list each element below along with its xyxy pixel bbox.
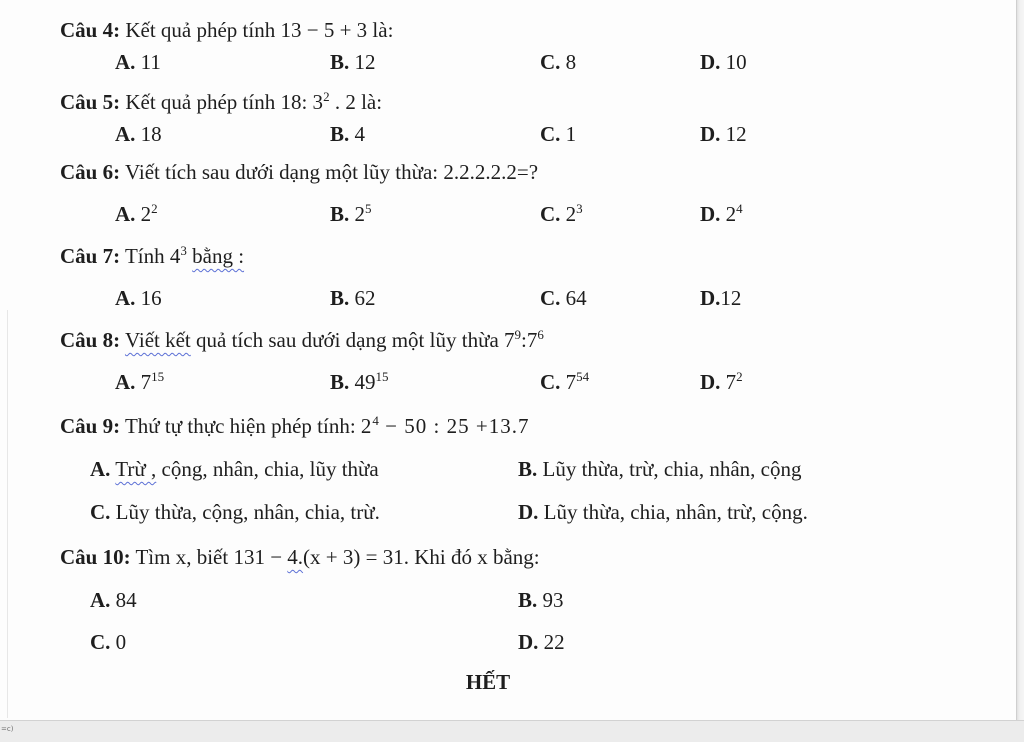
option-value: $49^{15}$	[349, 369, 389, 394]
option-label: D.	[518, 630, 539, 654]
option-d	[700, 368, 986, 396]
option-label: C.	[540, 202, 561, 226]
question-label: Câu 5:	[60, 90, 121, 114]
option-a	[90, 586, 518, 614]
option-value: Trừ , cộng, nhân, chia, lũy thừa	[115, 457, 379, 481]
option-a	[115, 284, 330, 312]
option-value: 12	[720, 122, 747, 146]
option-b	[330, 284, 540, 312]
question-7-header	[60, 242, 986, 270]
option-label: D.	[700, 286, 721, 310]
question-8-options	[115, 368, 986, 396]
question-6	[60, 158, 986, 228]
option-label: B.	[330, 202, 350, 226]
option-value: $7^2$	[720, 369, 743, 394]
option-label: D.	[700, 202, 721, 226]
question-5-header	[60, 88, 986, 116]
option-value: $7^{54}$	[560, 369, 590, 394]
option-label: C.	[540, 50, 561, 74]
option-value: 93	[537, 588, 564, 612]
option-label: A.	[115, 370, 136, 394]
option-value: 0	[110, 630, 127, 654]
option-label: A.	[115, 286, 136, 310]
question-6-header	[60, 158, 986, 186]
question-8-header	[60, 326, 986, 354]
option-label: B.	[330, 370, 350, 394]
option-a	[115, 200, 330, 228]
option-value: 84	[110, 588, 137, 612]
scrollbar[interactable]	[1016, 0, 1024, 721]
option-label: C.	[540, 122, 561, 146]
option-label: D.	[700, 370, 721, 394]
option-value: Lũy thừa, trừ, chia, nhân, cộng	[537, 457, 802, 481]
option-value: $2^5$	[349, 201, 372, 226]
option-d	[700, 120, 986, 148]
option-value: 18	[135, 122, 162, 146]
option-label: B.	[518, 588, 538, 612]
question-5	[60, 88, 986, 148]
question-4	[60, 16, 986, 76]
question-4-header	[60, 16, 986, 44]
question-text: Kết quả phép tính 13 − 5 + 3 là:	[120, 18, 394, 42]
question-10	[60, 543, 986, 656]
option-c	[540, 368, 700, 396]
question-7	[60, 242, 986, 312]
question-text: Tìm x, biết 131 − 4.(x + 3) = 31. Khi đó x bằng:	[130, 545, 540, 569]
question-5-options	[115, 120, 986, 148]
question-9-header	[60, 412, 986, 440]
option-c	[540, 284, 700, 312]
question-text: Thứ tự thực hiện phép tính: $2^4 - 50$ : 25 +13.7	[120, 413, 530, 438]
option-b	[518, 586, 986, 614]
option-value: 4	[349, 122, 366, 146]
question-9	[60, 412, 986, 526]
question-label: Câu 7:	[60, 244, 121, 268]
question-7-options	[115, 284, 986, 312]
question-6-options	[115, 200, 986, 228]
option-value: 8	[560, 50, 577, 74]
question-label: Câu 9:	[60, 414, 121, 438]
option-b	[330, 120, 540, 148]
option-value: 64	[560, 286, 587, 310]
option-c	[540, 120, 700, 148]
option-a	[115, 120, 330, 148]
option-label: B.	[330, 122, 350, 146]
option-d	[518, 498, 986, 526]
option-b	[330, 48, 540, 76]
question-text: Kết quả phép tính 18: $3^2$ . 2 là:	[120, 89, 383, 114]
option-value: 11	[135, 50, 161, 74]
option-label: C.	[90, 630, 111, 654]
question-10-options-row-1	[90, 586, 986, 614]
option-b	[518, 455, 986, 483]
option-label: C.	[540, 370, 561, 394]
option-d	[700, 48, 986, 76]
option-value: 1	[560, 122, 577, 146]
question-label: Câu 6:	[60, 160, 121, 184]
option-value: $2^3$	[560, 201, 583, 226]
option-label: C.	[90, 500, 111, 524]
question-label: Câu 4:	[60, 18, 121, 42]
option-b	[330, 200, 540, 228]
question-9-options-row-1	[90, 455, 986, 483]
option-c	[540, 48, 700, 76]
option-b	[330, 368, 540, 396]
question-10-options-row-2	[90, 628, 986, 656]
option-value: 16	[135, 286, 162, 310]
option-label: B.	[330, 286, 350, 310]
option-value: $2^2$	[135, 201, 158, 226]
option-label: C.	[540, 286, 561, 310]
question-text: Tính $4^3$ bằng :	[120, 243, 245, 268]
option-label: A.	[115, 122, 136, 146]
status-text: =c)	[1, 725, 14, 733]
option-a	[90, 455, 518, 483]
question-4-options	[115, 48, 986, 76]
option-label: D.	[700, 122, 721, 146]
option-value: 10	[720, 50, 747, 74]
option-c	[90, 498, 518, 526]
option-value: 12	[720, 286, 742, 310]
end-marker: HẾT	[465, 670, 511, 694]
option-value: 12	[349, 50, 376, 74]
option-label: A.	[115, 50, 136, 74]
option-c	[90, 628, 518, 656]
question-label: Câu 10:	[60, 545, 131, 569]
question-text: Viết tích sau dưới dạng một lũy thừa: 2.2.2.2.2=?	[120, 160, 539, 184]
question-label: Câu 8:	[60, 328, 121, 352]
option-label: A.	[115, 202, 136, 226]
option-a	[115, 368, 330, 396]
option-c	[540, 200, 700, 228]
option-d	[700, 284, 986, 312]
option-d	[700, 200, 986, 228]
option-label: A.	[90, 457, 111, 481]
option-label: B.	[518, 457, 538, 481]
question-text: Viết kết quả tích sau dưới dạng một lũy thừa $7^9:7^6$	[124, 327, 544, 352]
option-value: $2^4$	[720, 201, 743, 226]
option-value: 22	[538, 630, 565, 654]
option-d	[518, 628, 986, 656]
option-value: $7^{15}$	[135, 369, 165, 394]
option-value: Lũy thừa, chia, nhân, trừ, cộng.	[538, 500, 808, 524]
option-label: A.	[90, 588, 111, 612]
option-label: D.	[700, 50, 721, 74]
question-10-header	[60, 543, 986, 571]
option-a	[115, 48, 330, 76]
question-8	[60, 326, 986, 396]
option-label: B.	[330, 50, 350, 74]
status-bar	[0, 720, 1024, 742]
option-label: D.	[518, 500, 539, 524]
question-9-options-row-2	[90, 498, 986, 526]
option-value: 62	[349, 286, 376, 310]
option-value: Lũy thừa, cộng, nhân, chia, trừ.	[110, 500, 380, 524]
